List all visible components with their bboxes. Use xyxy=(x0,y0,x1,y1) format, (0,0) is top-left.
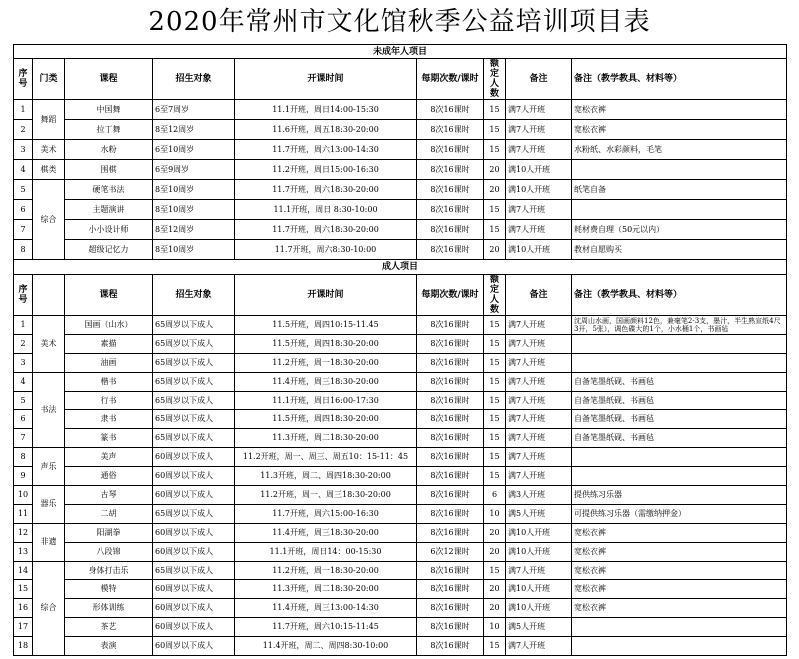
table-row xyxy=(14,523,787,542)
sessions-cell: 6次12课时 xyxy=(417,542,484,561)
capacity-cell: 15 xyxy=(484,353,506,372)
time-cell: 11.7开班，周六10:15-11:45 xyxy=(235,618,417,637)
sessions-cell: 8次16课时 xyxy=(417,100,484,120)
time-cell: 11.4开班，周三13:00-14:30 xyxy=(235,599,417,618)
table-row xyxy=(14,353,787,372)
header-cell: 每期次数/课时 xyxy=(417,275,484,316)
sessions-cell: 8次16课时 xyxy=(417,372,484,391)
capacity-cell: 15 xyxy=(484,429,506,448)
row-number-cell: 5 xyxy=(14,180,33,200)
target-cell: 8至12周岁 xyxy=(153,220,235,240)
table-row xyxy=(14,618,787,637)
time-cell: 11.5开班，周四18:30-20:00 xyxy=(235,410,417,429)
course-cell: 楷书 xyxy=(65,372,153,391)
row-number-cell: 7 xyxy=(14,429,33,448)
sessions-cell: 8次16课时 xyxy=(417,334,484,353)
row-number-cell: 6 xyxy=(14,410,33,429)
target-cell: 65周岁以下成人 xyxy=(153,410,235,429)
capacity-cell: 15 xyxy=(484,561,506,580)
target-cell: 60周岁以下成人 xyxy=(153,637,235,656)
course-cell: 水粉 xyxy=(65,140,153,160)
note-cell: 满7人开班 xyxy=(506,372,572,391)
sessions-cell: 8次16课时 xyxy=(417,523,484,542)
time-cell: 11.3开班，周二18:30-20:00 xyxy=(235,580,417,599)
header-cell: 课程 xyxy=(65,59,153,100)
target-cell: 65周岁以下成人 xyxy=(153,334,235,353)
materials-cell: 宽松衣裤 xyxy=(572,542,787,561)
note-cell: 满7人开班 xyxy=(506,200,572,220)
materials-cell: 宽松衣裤 xyxy=(572,580,787,599)
target-cell: 6至7周岁 xyxy=(153,100,235,120)
header-cell: 序号 xyxy=(14,59,33,100)
course-cell: 阳湖拳 xyxy=(65,523,153,542)
header-cell: 额定人数 xyxy=(484,275,506,316)
table-row xyxy=(14,316,787,335)
row-number-cell: 18 xyxy=(14,637,33,656)
table-row xyxy=(14,429,787,448)
category-cell: 舞蹈 xyxy=(33,100,65,140)
table-row xyxy=(14,120,787,140)
materials-cell: 沈周山水画，国画颜料12色，兼毫笔2-3支，墨汁，半生熟宣纸4尺3开，5张），调色碟大的1个，小水桶1个，书画毡 xyxy=(572,316,787,335)
note-cell: 满7人开班 xyxy=(506,637,572,656)
materials-cell: 自备笔墨纸砚、书画毡 xyxy=(572,410,787,429)
table-row xyxy=(14,220,787,240)
time-cell: 11.7开班，周六18:30-20:00 xyxy=(235,220,417,240)
course-cell: 茶艺 xyxy=(65,618,153,637)
row-number-cell: 9 xyxy=(14,467,33,486)
capacity-cell: 15 xyxy=(484,637,506,656)
note-cell: 满10人开班 xyxy=(506,542,572,561)
course-cell: 围棋 xyxy=(65,160,153,180)
time-cell: 11.1开班，周日16:00-17:30 xyxy=(235,391,417,410)
target-cell: 8至10周岁 xyxy=(153,180,235,200)
table-row xyxy=(14,160,787,180)
materials-cell: 耗材费自理（50元以内） xyxy=(572,220,787,240)
row-number-cell: 4 xyxy=(14,160,33,180)
capacity-cell: 20 xyxy=(484,542,506,561)
row-number-cell: 2 xyxy=(14,120,33,140)
sessions-cell: 8次16课时 xyxy=(417,599,484,618)
time-cell: 11.1开班，周日14:00-15:30 xyxy=(235,100,417,120)
capacity-cell: 15 xyxy=(484,140,506,160)
capacity-cell: 15 xyxy=(484,100,506,120)
target-cell: 60周岁以下成人 xyxy=(153,599,235,618)
row-number-cell: 3 xyxy=(14,140,33,160)
capacity-cell: 20 xyxy=(484,523,506,542)
sessions-cell: 8次16课时 xyxy=(417,618,484,637)
target-cell: 60周岁以下成人 xyxy=(153,523,235,542)
header-cell: 课程 xyxy=(65,275,153,316)
category-cell: 器乐 xyxy=(33,486,65,524)
capacity-cell: 15 xyxy=(484,334,506,353)
capacity-cell: 15 xyxy=(484,316,506,335)
header-cell: 每期次数/课时 xyxy=(417,59,484,100)
sessions-cell: 8次16课时 xyxy=(417,160,484,180)
time-cell: 11.7开班，周六8:30-10:00 xyxy=(235,240,417,260)
row-number-cell: 7 xyxy=(14,220,33,240)
header-cell: 招生对象 xyxy=(153,59,235,100)
note-cell: 满10人开班 xyxy=(506,180,572,200)
course-cell: 素描 xyxy=(65,334,153,353)
course-cell: 行书 xyxy=(65,391,153,410)
table-row xyxy=(14,580,787,599)
course-cell: 油画 xyxy=(65,353,153,372)
target-cell: 60周岁以下成人 xyxy=(153,580,235,599)
row-number-cell: 14 xyxy=(14,561,33,580)
row-number-cell: 6 xyxy=(14,200,33,220)
course-cell: 通俗 xyxy=(65,467,153,486)
materials-cell xyxy=(572,467,787,486)
materials-cell: 宽松衣裤 xyxy=(572,599,787,618)
course-cell: 篆书 xyxy=(65,429,153,448)
materials-cell xyxy=(572,200,787,220)
course-cell: 拉丁舞 xyxy=(65,120,153,140)
category-cell: 书法 xyxy=(33,372,65,448)
note-cell: 满7人开班 xyxy=(506,561,572,580)
time-cell: 11.2开班，周一18:30-20:00 xyxy=(235,353,417,372)
table-row xyxy=(14,467,787,486)
materials-cell xyxy=(572,618,787,637)
time-cell: 11.1开班，周日 8:30-10:00 xyxy=(235,200,417,220)
course-cell: 主题演讲 xyxy=(65,200,153,220)
capacity-cell: 10 xyxy=(484,504,506,523)
table-row xyxy=(14,542,787,561)
table-row xyxy=(14,140,787,160)
capacity-cell: 15 xyxy=(484,200,506,220)
target-cell: 8至12周岁 xyxy=(153,120,235,140)
materials-cell xyxy=(572,334,787,353)
time-cell: 11.5开班，周四18:30-20:00 xyxy=(235,334,417,353)
sessions-cell: 8次16课时 xyxy=(417,120,484,140)
table-row xyxy=(14,180,787,200)
course-cell: 身体打击乐 xyxy=(65,561,153,580)
target-cell: 60周岁以下成人 xyxy=(153,467,235,486)
table-row xyxy=(14,504,787,523)
adult-header-row xyxy=(14,275,787,316)
capacity-cell: 20 xyxy=(484,580,506,599)
capacity-cell: 6 xyxy=(484,486,506,505)
note-cell: 满7人开班 xyxy=(506,220,572,240)
row-number-cell: 10 xyxy=(14,486,33,505)
note-cell: 满7人开班 xyxy=(506,353,572,372)
target-cell: 60周岁以下成人 xyxy=(153,486,235,505)
sessions-cell: 8次16课时 xyxy=(417,316,484,335)
row-number-cell: 17 xyxy=(14,618,33,637)
row-number-cell: 16 xyxy=(14,599,33,618)
capacity-cell: 20 xyxy=(484,240,506,260)
time-cell: 11.1开班，周日14：00-15:30 xyxy=(235,542,417,561)
materials-cell: 自备笔墨纸砚、书画毡 xyxy=(572,429,787,448)
target-cell: 8至10周岁 xyxy=(153,240,235,260)
table-row xyxy=(14,334,787,353)
header-cell: 额定人数 xyxy=(484,59,506,100)
minor-section-title: 未成年人项目 xyxy=(14,45,787,59)
sessions-cell: 8次16课时 xyxy=(417,580,484,599)
materials-cell xyxy=(572,637,787,656)
time-cell: 11.7开班，周六18:30-20:00 xyxy=(235,180,417,200)
course-cell: 隶书 xyxy=(65,410,153,429)
table-row xyxy=(14,448,787,467)
capacity-cell: 15 xyxy=(484,448,506,467)
target-cell: 65周岁以下成人 xyxy=(153,391,235,410)
note-cell: 满7人开班 xyxy=(506,467,572,486)
minor-section-row xyxy=(14,45,787,59)
header-cell: 备注 xyxy=(506,59,572,100)
row-number-cell: 4 xyxy=(14,372,33,391)
capacity-cell: 15 xyxy=(484,220,506,240)
sessions-cell: 8次16课时 xyxy=(417,391,484,410)
target-cell: 60周岁以下成人 xyxy=(153,618,235,637)
capacity-cell: 15 xyxy=(484,372,506,391)
capacity-cell: 15 xyxy=(484,391,506,410)
row-number-cell: 3 xyxy=(14,353,33,372)
time-cell: 11.3开班，周二18:30-20:00 xyxy=(235,429,417,448)
capacity-cell: 20 xyxy=(484,180,506,200)
course-cell: 小小设计师 xyxy=(65,220,153,240)
course-cell: 超级记忆力 xyxy=(65,240,153,260)
header-cell: 招生对象 xyxy=(153,275,235,316)
header-cell: 备注（教学教具、材料等） xyxy=(572,59,787,100)
adult-section-row xyxy=(14,260,787,275)
note-cell: 满3人开班 xyxy=(506,486,572,505)
row-number-cell: 11 xyxy=(14,504,33,523)
materials-cell: 水粉纸、水彩颜料，毛笔 xyxy=(572,140,787,160)
sessions-cell: 8次16课时 xyxy=(417,429,484,448)
target-cell: 6至9周岁 xyxy=(153,160,235,180)
target-cell: 8至10周岁 xyxy=(153,200,235,220)
sessions-cell: 8次16课时 xyxy=(417,180,484,200)
table-row xyxy=(14,637,787,656)
training-table xyxy=(13,44,787,656)
header-cell xyxy=(33,275,65,316)
target-cell: 65周岁以下成人 xyxy=(153,353,235,372)
category-cell: 美术 xyxy=(33,316,65,373)
adult-section-title: 成人项目 xyxy=(14,260,787,275)
note-cell: 满7人开班 xyxy=(506,391,572,410)
note-cell: 满5人开班 xyxy=(506,618,572,637)
target-cell: 65周岁以下成人 xyxy=(153,429,235,448)
category-cell: 非遗 xyxy=(33,523,65,561)
course-cell: 古琴 xyxy=(65,486,153,505)
materials-cell: 自备笔墨纸砚、书画毡 xyxy=(572,372,787,391)
row-number-cell: 12 xyxy=(14,523,33,542)
note-cell: 满7人开班 xyxy=(506,429,572,448)
table-row xyxy=(14,240,787,260)
target-cell: 60周岁以下成人 xyxy=(153,542,235,561)
header-cell: 开课时间 xyxy=(235,275,417,316)
category-cell: 综合 xyxy=(33,180,65,260)
table-row xyxy=(14,372,787,391)
note-cell: 满5人开班 xyxy=(506,504,572,523)
sessions-cell: 8次16课时 xyxy=(417,410,484,429)
sessions-cell: 8次16课时 xyxy=(417,467,484,486)
target-cell: 60周岁以下成人 xyxy=(153,448,235,467)
time-cell: 11.2开班，周一、周三18:30-20:00 xyxy=(235,486,417,505)
row-number-cell: 8 xyxy=(14,448,33,467)
note-cell: 满7人开班 xyxy=(506,120,572,140)
note-cell: 满7人开班 xyxy=(506,140,572,160)
time-cell: 11.7开班，周六15:00-16:30 xyxy=(235,504,417,523)
time-cell: 11.3开班，周二、周四18:30-20:00 xyxy=(235,467,417,486)
note-cell: 满7人开班 xyxy=(506,100,572,120)
table-row xyxy=(14,200,787,220)
time-cell: 11.2开班，周日15:00-16:30 xyxy=(235,160,417,180)
target-cell: 65周岁以下成人 xyxy=(153,372,235,391)
materials-cell: 纸笔自备 xyxy=(572,180,787,200)
course-cell: 美声 xyxy=(65,448,153,467)
row-number-cell: 13 xyxy=(14,542,33,561)
materials-cell xyxy=(572,160,787,180)
row-number-cell: 1 xyxy=(14,100,33,120)
materials-cell: 可提供练习乐器（需缴纳押金） xyxy=(572,504,787,523)
target-cell: 6至10周岁 xyxy=(153,140,235,160)
capacity-cell: 20 xyxy=(484,160,506,180)
time-cell: 11.5开班，周四10:15-11.45 xyxy=(235,316,417,335)
time-cell: 11.4开班，周二、周四8:30-10:00 xyxy=(235,637,417,656)
course-cell: 二胡 xyxy=(65,504,153,523)
table-row xyxy=(14,599,787,618)
materials-cell: 教材自愿购买 xyxy=(572,240,787,260)
target-cell: 65周岁以下成人 xyxy=(153,561,235,580)
sessions-cell: 8次16课时 xyxy=(417,220,484,240)
table-row xyxy=(14,100,787,120)
table-row xyxy=(14,391,787,410)
course-cell: 中国舞 xyxy=(65,100,153,120)
target-cell: 65周岁以下成人 xyxy=(153,504,235,523)
note-cell: 满10人开班 xyxy=(506,599,572,618)
sessions-cell: 8次16课时 xyxy=(417,140,484,160)
row-number-cell: 15 xyxy=(14,580,33,599)
sessions-cell: 8次16课时 xyxy=(417,353,484,372)
page-title: 2020年常州市文化馆秋季公益培训项目表 xyxy=(148,7,651,37)
course-cell: 八段锦 xyxy=(65,542,153,561)
capacity-cell: 15 xyxy=(484,467,506,486)
note-cell: 满10人开班 xyxy=(506,580,572,599)
header-cell: 备注 xyxy=(506,275,572,316)
materials-cell: 宽松衣裤 xyxy=(572,561,787,580)
time-cell: 11.4开班，周三18:30-20:00 xyxy=(235,523,417,542)
row-number-cell: 5 xyxy=(14,391,33,410)
note-cell: 满10人开班 xyxy=(506,523,572,542)
header-cell: 门类 xyxy=(33,59,65,100)
time-cell: 11.2开班，周一18:30-20:00 xyxy=(235,561,417,580)
target-cell: 65周岁以下成人 xyxy=(153,316,235,335)
category-cell: 棋类 xyxy=(33,160,65,180)
note-cell: 满7人开班 xyxy=(506,316,572,335)
sessions-cell: 8次16课时 xyxy=(417,504,484,523)
capacity-cell: 20 xyxy=(484,599,506,618)
materials-cell: 提供练习乐器 xyxy=(572,486,787,505)
header-cell: 备注（教学教具、材料等） xyxy=(572,275,787,316)
table-row xyxy=(14,486,787,505)
sessions-cell: 8次16课时 xyxy=(417,561,484,580)
capacity-cell: 15 xyxy=(484,410,506,429)
course-cell: 模特 xyxy=(65,580,153,599)
course-cell: 国画（山水） xyxy=(65,316,153,335)
sessions-cell: 8次16课时 xyxy=(417,200,484,220)
time-cell: 11.7开班，周六13:00-14:30 xyxy=(235,140,417,160)
course-cell: 表演 xyxy=(65,637,153,656)
category-cell: 声乐 xyxy=(33,448,65,486)
sessions-cell: 8次16课时 xyxy=(417,448,484,467)
note-cell: 满10人开班 xyxy=(506,240,572,260)
time-cell: 11.4开班，周三18:30-20:00 xyxy=(235,372,417,391)
sessions-cell: 8次16课时 xyxy=(417,486,484,505)
row-number-cell: 1 xyxy=(14,316,33,335)
materials-cell: 宽松衣裤 xyxy=(572,100,787,120)
capacity-cell: 10 xyxy=(484,618,506,637)
time-cell: 11.6开班，周五18:30-20:00 xyxy=(235,120,417,140)
materials-cell: 宽松衣裤 xyxy=(572,523,787,542)
course-cell: 硬笔书法 xyxy=(65,180,153,200)
materials-cell xyxy=(572,353,787,372)
materials-cell: 宽松衣裤 xyxy=(572,120,787,140)
table-row xyxy=(14,561,787,580)
row-number-cell: 8 xyxy=(14,240,33,260)
note-cell: 满7人开班 xyxy=(506,334,572,353)
course-cell: 形体训练 xyxy=(65,599,153,618)
minor-header-row xyxy=(14,59,787,100)
category-cell: 综合 xyxy=(33,561,65,655)
sessions-cell: 8次16课时 xyxy=(417,637,484,656)
note-cell: 满10人开班 xyxy=(506,160,572,180)
note-cell: 满7人开班 xyxy=(506,410,572,429)
materials-cell: 自备笔墨纸砚、书画毡 xyxy=(572,391,787,410)
header-cell: 开课时间 xyxy=(235,59,417,100)
materials-cell xyxy=(572,448,787,467)
time-cell: 11.2开班，周一、周三、周五10：15-11：45 xyxy=(235,448,417,467)
capacity-cell: 15 xyxy=(484,120,506,140)
table-row xyxy=(14,410,787,429)
note-cell: 满7人开班 xyxy=(506,448,572,467)
row-number-cell: 2 xyxy=(14,334,33,353)
sessions-cell: 8次16课时 xyxy=(417,240,484,260)
header-cell: 序号 xyxy=(14,275,33,316)
category-cell: 美术 xyxy=(33,140,65,160)
